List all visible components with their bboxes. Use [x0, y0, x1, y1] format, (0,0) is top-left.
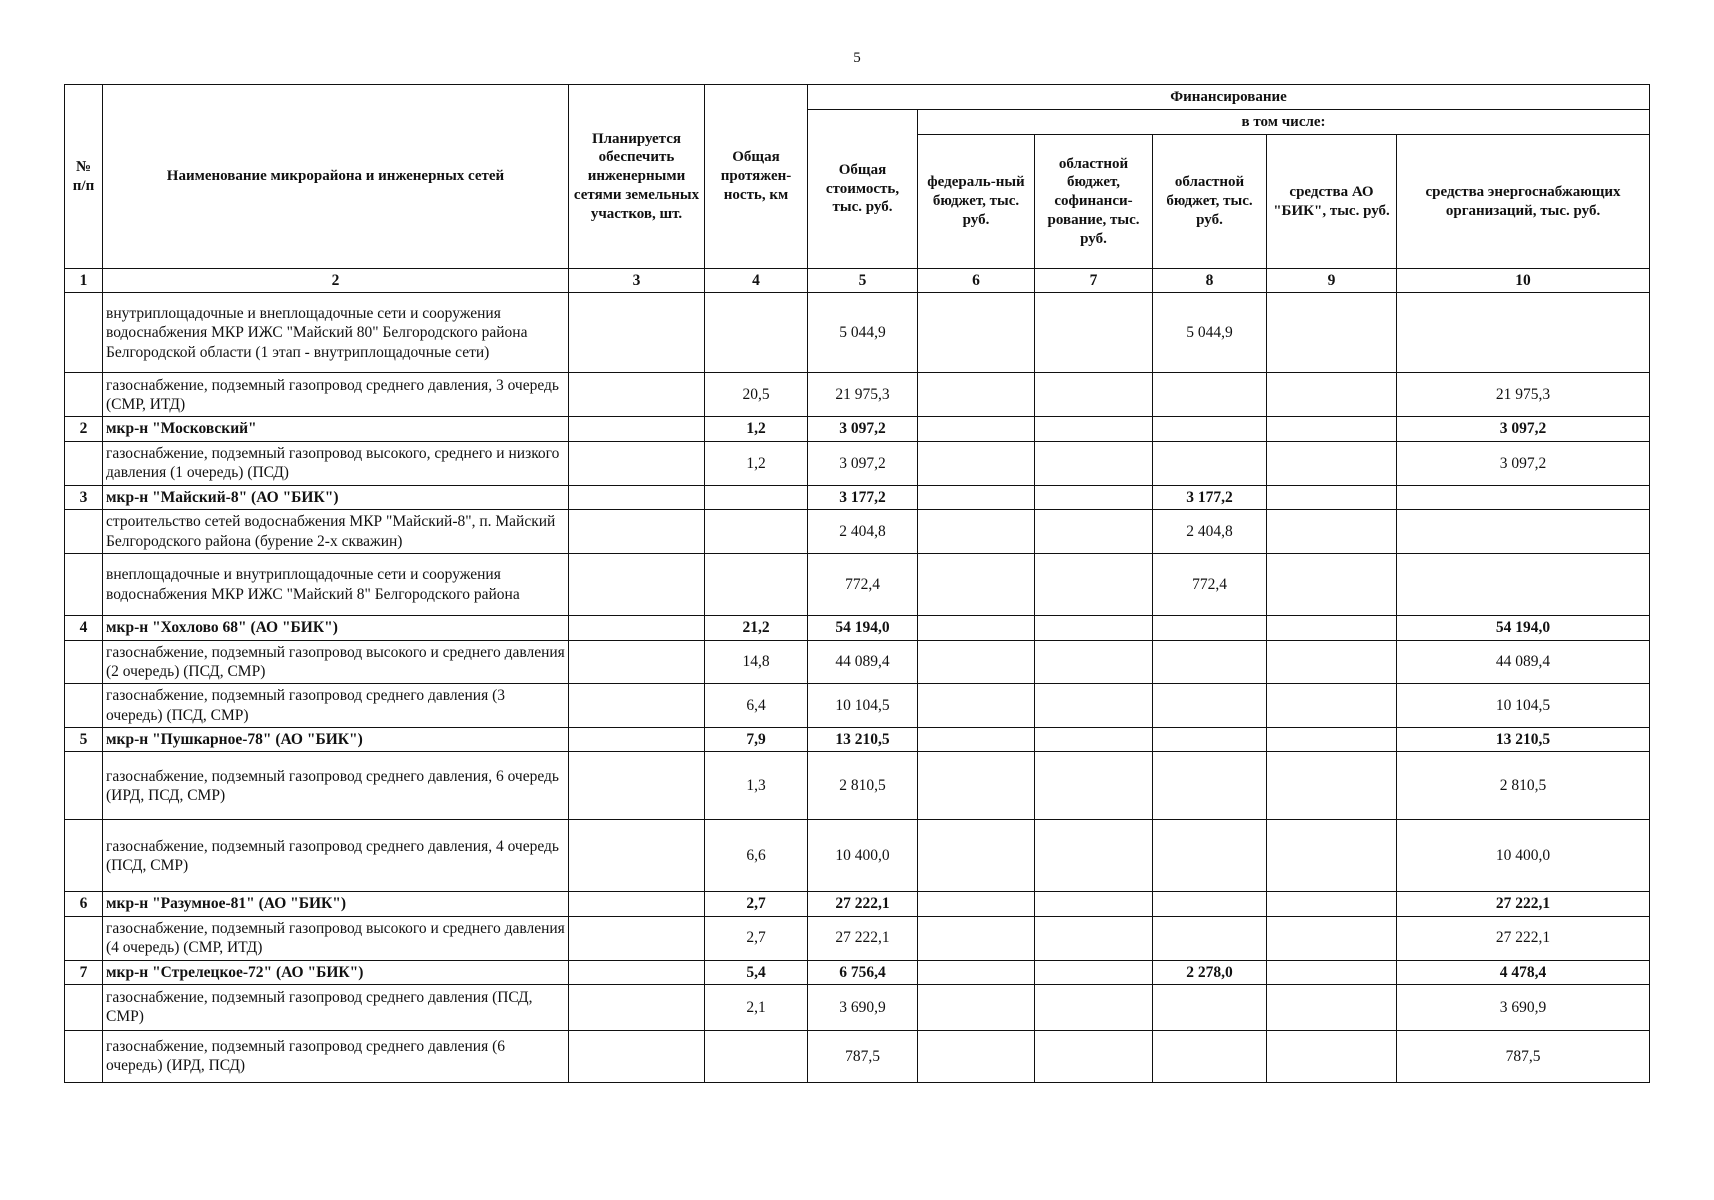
table-row: [65, 984, 1650, 1030]
row-energy: 3 097,2: [1397, 417, 1650, 441]
row-total-cost: 21 975,3: [808, 373, 918, 417]
row-bik: [1267, 984, 1397, 1030]
row-number: [65, 293, 103, 373]
row-number: [65, 640, 103, 684]
row-plots: [569, 485, 705, 509]
column-number: 7: [1035, 269, 1153, 293]
financing-table: [64, 84, 1650, 1083]
table-group-row: [65, 417, 1650, 441]
row-bik: [1267, 441, 1397, 485]
row-regional: [1153, 417, 1267, 441]
row-regional: [1153, 820, 1267, 892]
row-energy: 2 810,5: [1397, 752, 1650, 820]
row-total-cost: 5 044,9: [808, 293, 918, 373]
table-row: [65, 554, 1650, 616]
row-bik: [1267, 752, 1397, 820]
header-no: № п/п: [65, 85, 103, 269]
table-group-row: [65, 485, 1650, 509]
header-plots: Планируется обеспечить инженерными сетями земельных участков, шт.: [569, 85, 705, 269]
table-body: [65, 293, 1650, 1083]
row-regional-cofin: [1035, 417, 1153, 441]
row-number: [65, 373, 103, 417]
row-regional-cofin: [1035, 441, 1153, 485]
row-federal: [918, 752, 1035, 820]
row-plots: [569, 916, 705, 960]
row-regional: 3 177,2: [1153, 485, 1267, 509]
row-number: [65, 820, 103, 892]
row-plots: [569, 373, 705, 417]
row-total-cost: 13 210,5: [808, 728, 918, 752]
row-number: [65, 984, 103, 1030]
row-regional: [1153, 1030, 1267, 1082]
row-plots: [569, 892, 705, 916]
row-plots: [569, 554, 705, 616]
row-federal: [918, 441, 1035, 485]
row-number: 2: [65, 417, 103, 441]
row-total-cost: 3 690,9: [808, 984, 918, 1030]
table-row: [65, 752, 1650, 820]
row-federal: [918, 554, 1035, 616]
row-name: внеплощадочные и внутриплощадочные сети и сооружения водоснабжения МКР ИЖС "Майский 8" Белгородского района: [103, 554, 569, 616]
table-row: [65, 293, 1650, 373]
row-number: [65, 554, 103, 616]
row-name: газоснабжение, подземный газопровод высокого и среднего давления (2 очередь) (ПСД, СМР): [103, 640, 569, 684]
row-plots: [569, 752, 705, 820]
header-regional: областной бюджет, тыс. руб.: [1153, 135, 1267, 269]
row-name: строительство сетей водоснабжения МКР "Майский-8", п. Майский Белгородского района (бурение 2-х скважин): [103, 510, 569, 554]
row-length: 20,5: [705, 373, 808, 417]
row-length: 21,2: [705, 616, 808, 640]
row-regional-cofin: [1035, 510, 1153, 554]
row-regional: 2 278,0: [1153, 960, 1267, 984]
header-including: в том числе:: [918, 110, 1650, 135]
row-number: [65, 1030, 103, 1082]
header-energy: средства энергоснабжающих организаций, тыс. руб.: [1397, 135, 1650, 269]
row-regional-cofin: [1035, 640, 1153, 684]
row-regional-cofin: [1035, 752, 1153, 820]
row-bik: [1267, 892, 1397, 916]
row-length: [705, 293, 808, 373]
row-energy: 27 222,1: [1397, 892, 1650, 916]
table-group-row: [65, 728, 1650, 752]
row-length: 5,4: [705, 960, 808, 984]
row-number: [65, 684, 103, 728]
row-regional: [1153, 373, 1267, 417]
row-name: газоснабжение, подземный газопровод среднего давления, 6 очередь (ИРД, ПСД, СМР): [103, 752, 569, 820]
row-total-cost: 3 097,2: [808, 441, 918, 485]
row-plots: [569, 640, 705, 684]
row-bik: [1267, 916, 1397, 960]
row-bik: [1267, 417, 1397, 441]
row-name: мкр-н "Пушкарное-78" (АО "БИК"): [103, 728, 569, 752]
row-total-cost: 787,5: [808, 1030, 918, 1082]
row-name: газоснабжение, подземный газопровод высокого и среднего давления (4 очередь) (СМР, ИТД): [103, 916, 569, 960]
row-federal: [918, 485, 1035, 509]
table-row: [65, 684, 1650, 728]
row-regional-cofin: [1035, 554, 1153, 616]
column-number: 4: [705, 269, 808, 293]
row-plots: [569, 510, 705, 554]
row-bik: [1267, 373, 1397, 417]
column-number: 2: [103, 269, 569, 293]
row-total-cost: 27 222,1: [808, 916, 918, 960]
row-energy: 54 194,0: [1397, 616, 1650, 640]
row-regional-cofin: [1035, 960, 1153, 984]
row-number: 3: [65, 485, 103, 509]
row-energy: 27 222,1: [1397, 916, 1650, 960]
row-total-cost: 3 177,2: [808, 485, 918, 509]
row-bik: [1267, 510, 1397, 554]
row-federal: [918, 684, 1035, 728]
row-regional: [1153, 640, 1267, 684]
row-number: [65, 752, 103, 820]
row-regional: [1153, 616, 1267, 640]
column-number: 5: [808, 269, 918, 293]
row-plots: [569, 960, 705, 984]
row-energy: [1397, 510, 1650, 554]
row-regional-cofin: [1035, 1030, 1153, 1082]
header-name: Наименование микрорайона и инженерных сетей: [103, 85, 569, 269]
row-federal: [918, 984, 1035, 1030]
row-total-cost: 2 404,8: [808, 510, 918, 554]
row-bik: [1267, 485, 1397, 509]
row-energy: 10 104,5: [1397, 684, 1650, 728]
row-federal: [918, 510, 1035, 554]
row-federal: [918, 728, 1035, 752]
row-bik: [1267, 640, 1397, 684]
row-regional-cofin: [1035, 485, 1153, 509]
row-total-cost: 54 194,0: [808, 616, 918, 640]
column-number: 1: [65, 269, 103, 293]
row-length: 2,7: [705, 916, 808, 960]
row-energy: [1397, 293, 1650, 373]
row-regional: [1153, 892, 1267, 916]
row-total-cost: 10 104,5: [808, 684, 918, 728]
row-name: газоснабжение, подземный газопровод среднего давления (3 очередь) (ПСД, СМР): [103, 684, 569, 728]
row-plots: [569, 417, 705, 441]
row-name: мкр-н "Московский": [103, 417, 569, 441]
row-regional-cofin: [1035, 293, 1153, 373]
row-name: газоснабжение, подземный газопровод высокого, среднего и низкого давления (1 очередь) (ПСД): [103, 441, 569, 485]
row-regional: [1153, 441, 1267, 485]
row-name: мкр-н "Разумное-81" (АО "БИК"): [103, 892, 569, 916]
table-row: [65, 373, 1650, 417]
row-number: 5: [65, 728, 103, 752]
row-name: газоснабжение, подземный газопровод среднего давления, 3 очередь (СМР, ИТД): [103, 373, 569, 417]
row-length: [705, 554, 808, 616]
row-plots: [569, 684, 705, 728]
row-bik: [1267, 684, 1397, 728]
row-regional-cofin: [1035, 616, 1153, 640]
row-bik: [1267, 554, 1397, 616]
row-length: 2,7: [705, 892, 808, 916]
row-regional: 772,4: [1153, 554, 1267, 616]
row-energy: [1397, 554, 1650, 616]
row-plots: [569, 1030, 705, 1082]
row-length: [705, 485, 808, 509]
row-length: 2,1: [705, 984, 808, 1030]
table-row: [65, 510, 1650, 554]
row-federal: [918, 616, 1035, 640]
row-energy: 3 097,2: [1397, 441, 1650, 485]
row-plots: [569, 728, 705, 752]
row-length: 6,6: [705, 820, 808, 892]
row-regional: 2 404,8: [1153, 510, 1267, 554]
row-regional-cofin: [1035, 820, 1153, 892]
row-plots: [569, 293, 705, 373]
row-length: 1,2: [705, 417, 808, 441]
row-number: 4: [65, 616, 103, 640]
row-bik: [1267, 1030, 1397, 1082]
row-energy: 3 690,9: [1397, 984, 1650, 1030]
row-total-cost: 44 089,4: [808, 640, 918, 684]
row-length: 1,3: [705, 752, 808, 820]
row-regional-cofin: [1035, 728, 1153, 752]
row-regional: [1153, 728, 1267, 752]
row-regional: [1153, 752, 1267, 820]
row-total-cost: 10 400,0: [808, 820, 918, 892]
table-group-row: [65, 616, 1650, 640]
row-number: 6: [65, 892, 103, 916]
row-total-cost: 2 810,5: [808, 752, 918, 820]
row-federal: [918, 820, 1035, 892]
row-length: [705, 1030, 808, 1082]
row-bik: [1267, 293, 1397, 373]
row-federal: [918, 916, 1035, 960]
row-length: 14,8: [705, 640, 808, 684]
row-length: [705, 510, 808, 554]
row-name: внутриплощадочные и внеплощадочные сети и сооружения водоснабжения МКР ИЖС "Майский 80" Белгородского района Белгородской области (1 этап - внутриплощадочные сети): [103, 293, 569, 373]
column-number: 3: [569, 269, 705, 293]
row-number: [65, 916, 103, 960]
row-federal: [918, 373, 1035, 417]
row-name: мкр-н "Майский-8" (АО "БИК"): [103, 485, 569, 509]
table-row: [65, 640, 1650, 684]
row-federal: [918, 417, 1035, 441]
row-energy: [1397, 485, 1650, 509]
row-number: [65, 510, 103, 554]
header-financing: Финансирование: [808, 85, 1650, 110]
header-federal: федераль-ный бюджет, тыс. руб.: [918, 135, 1035, 269]
row-energy: 44 089,4: [1397, 640, 1650, 684]
row-bik: [1267, 820, 1397, 892]
row-regional-cofin: [1035, 984, 1153, 1030]
column-number: 6: [918, 269, 1035, 293]
row-federal: [918, 640, 1035, 684]
table-group-row: [65, 892, 1650, 916]
row-federal: [918, 892, 1035, 916]
column-number-row: [65, 269, 1650, 293]
header-total-cost: Общая стоимость, тыс. руб.: [808, 110, 918, 269]
row-regional-cofin: [1035, 892, 1153, 916]
row-name: мкр-н "Стрелецкое-72" (АО "БИК"): [103, 960, 569, 984]
table-row: [65, 1030, 1650, 1082]
row-length: 1,2: [705, 441, 808, 485]
row-length: 7,9: [705, 728, 808, 752]
row-energy: 787,5: [1397, 1030, 1650, 1082]
row-bik: [1267, 960, 1397, 984]
row-federal: [918, 1030, 1035, 1082]
row-regional-cofin: [1035, 373, 1153, 417]
row-federal: [918, 293, 1035, 373]
row-plots: [569, 441, 705, 485]
column-number: 9: [1267, 269, 1397, 293]
column-number: 8: [1153, 269, 1267, 293]
page-number: 5: [853, 50, 861, 66]
row-number: 7: [65, 960, 103, 984]
row-name: мкр-н "Хохлово 68" (АО "БИК"): [103, 616, 569, 640]
header-length: Общая протяжен-ность, км: [705, 85, 808, 269]
row-energy: 13 210,5: [1397, 728, 1650, 752]
table-row: [65, 441, 1650, 485]
row-bik: [1267, 616, 1397, 640]
row-plots: [569, 984, 705, 1030]
table-group-row: [65, 960, 1650, 984]
row-total-cost: 772,4: [808, 554, 918, 616]
row-energy: 10 400,0: [1397, 820, 1650, 892]
row-number: [65, 441, 103, 485]
row-name: газоснабжение, подземный газопровод среднего давления, 4 очередь (ПСД, СМР): [103, 820, 569, 892]
row-name: газоснабжение, подземный газопровод среднего давления (6 очередь) (ИРД, ПСД): [103, 1030, 569, 1082]
row-plots: [569, 616, 705, 640]
row-bik: [1267, 728, 1397, 752]
row-regional: [1153, 684, 1267, 728]
row-regional: [1153, 916, 1267, 960]
row-total-cost: 6 756,4: [808, 960, 918, 984]
row-plots: [569, 820, 705, 892]
row-total-cost: 3 097,2: [808, 417, 918, 441]
row-energy: 4 478,4: [1397, 960, 1650, 984]
header-regional-cofin: областной бюджет, софинанси-рование, тыс. руб.: [1035, 135, 1153, 269]
header-bik: средства АО "БИК", тыс. руб.: [1267, 135, 1397, 269]
row-regional-cofin: [1035, 684, 1153, 728]
table-row: [65, 916, 1650, 960]
row-energy: 21 975,3: [1397, 373, 1650, 417]
row-regional-cofin: [1035, 916, 1153, 960]
row-length: 6,4: [705, 684, 808, 728]
row-federal: [918, 960, 1035, 984]
row-name: газоснабжение, подземный газопровод среднего давления (ПСД, СМР): [103, 984, 569, 1030]
table-row: [65, 820, 1650, 892]
row-regional: [1153, 984, 1267, 1030]
row-regional: 5 044,9: [1153, 293, 1267, 373]
row-total-cost: 27 222,1: [808, 892, 918, 916]
column-number: 10: [1397, 269, 1650, 293]
